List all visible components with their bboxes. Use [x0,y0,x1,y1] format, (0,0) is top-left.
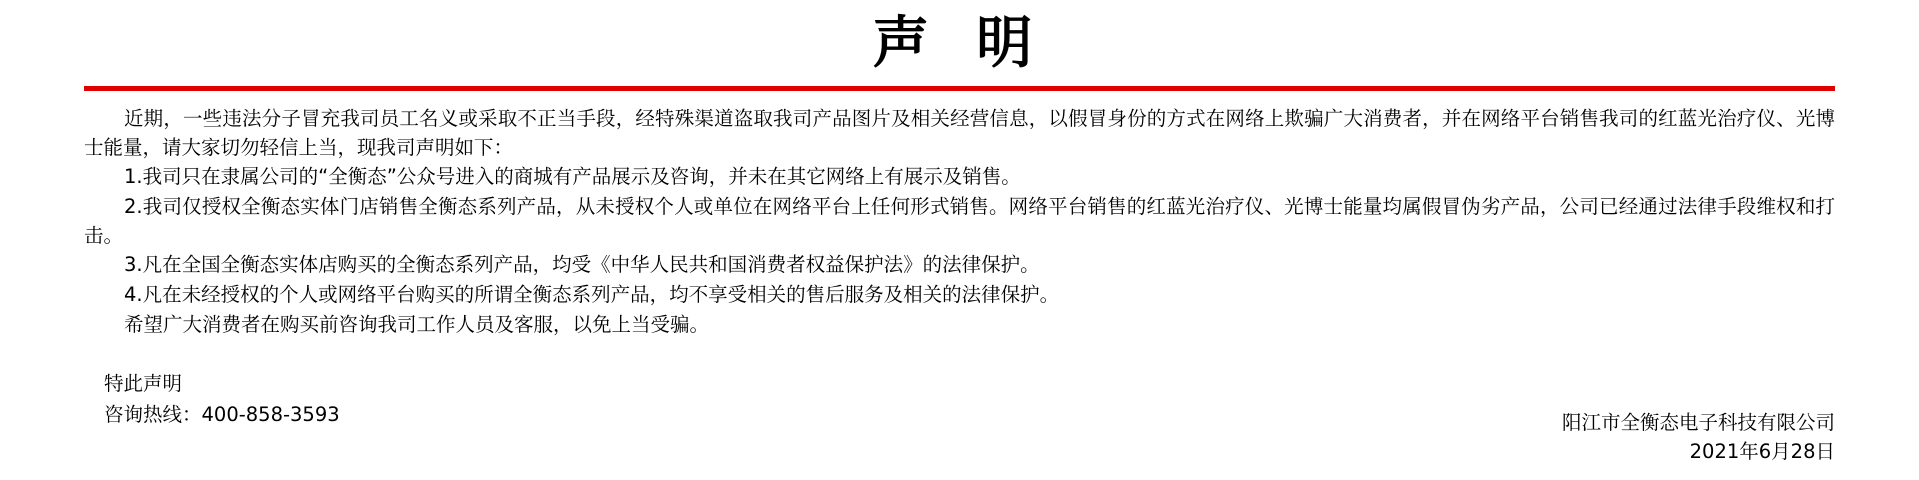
paragraph-item-3: 3.凡在全国全衡态实体店购买的全衡态系列产品，均受《中华人民共和国消费者权益保护法》的法律保护。 [124,253,1040,277]
signature-block [1562,408,1835,467]
paragraph-item-4: 4.凡在未经授权的个人或网络平台购买的所谓全衡态系列产品，均不享受相关的售后服务及相关的法律保护。 [124,282,1060,306]
paragraph-item-1: 1.我司只在隶属公司的“全衡态”公众号进入的商城有产品展示及咨询，并未在其它网络上有展示及销售。 [124,165,1021,189]
signature-date: 2021年6月28日 [1689,439,1835,463]
document-body [84,105,1835,430]
body-spacer [84,340,1835,356]
title-divider [84,86,1835,91]
page-title: 声 明 [872,11,1047,76]
paragraph-intro: 近期，一些违法分子冒充我司员工名义或采取不正当手段，经特殊渠道盗取我司产品图片及相关经营信息，以假冒身份的方式在网络上欺骗广大消费者，并在网络平台销售我司的红蓝光治疗仪、光博士能量，请大家切勿轻信上当，现我司声明如下： [84,107,1835,159]
paragraph-closing-advice: 希望广大消费者在购买前咨询我司工作人员及客服，以免上当受骗。 [124,312,710,336]
closing-statement: 特此声明 [104,372,183,396]
hotline-text: 咨询热线：400-858-3593 [104,402,340,426]
company-name: 阳江市全衡态电子科技有限公司 [1561,410,1835,434]
paragraph-item-2: 2.我司仅授权全衡态实体门店销售全衡态系列产品，从未授权个人或单位在网络平台上任何形式销售。网络平台销售的红蓝光治疗仪、光博士能量均属假冒伪劣产品，公司已经通过法律手段维权和打击。 [84,194,1835,247]
